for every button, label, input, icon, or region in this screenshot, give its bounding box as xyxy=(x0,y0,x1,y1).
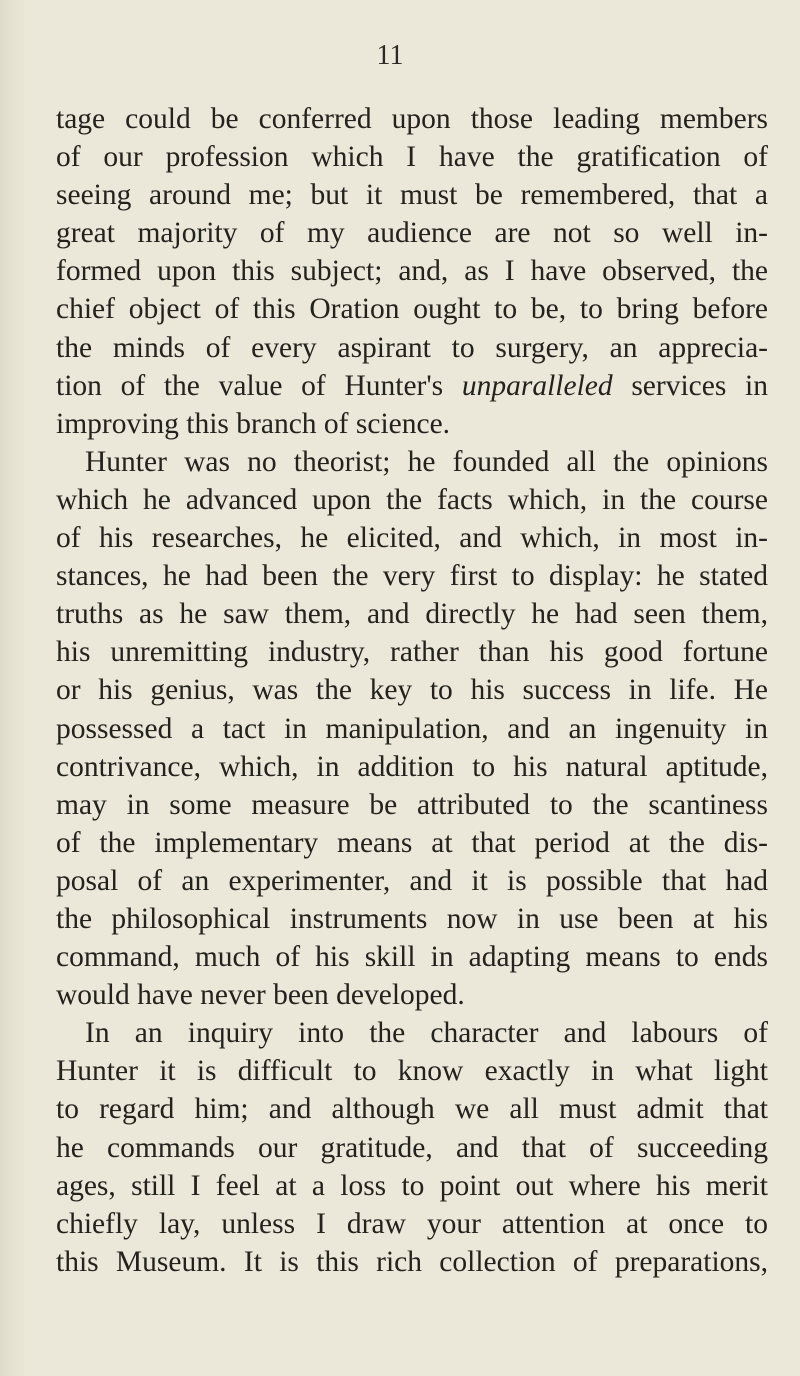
text-line: would have never been developed. xyxy=(56,979,465,1012)
text-line: great majority of my audience are not so well in- xyxy=(56,217,768,250)
text-line: contrivance, which, in addition to his natural aptitude, xyxy=(56,750,768,783)
text-line: posal of an experimenter, and it is possible that had xyxy=(56,864,768,897)
text-line: command, much of his skill in adapting means to ends xyxy=(56,941,768,974)
text-line: of his researches, he elicited, and which, in most in- xyxy=(56,522,768,555)
text-line: ages, still I feel at a loss to point out where his merit xyxy=(56,1169,768,1202)
text-line: truths as he saw them, and directly he had seen them, xyxy=(56,598,768,631)
text-line: chief object of this Oration ought to be, to bring before xyxy=(56,293,768,326)
text-line: of the implementary means at that period at the dis- xyxy=(56,826,768,859)
text-segment: tion of the value of Hunter's xyxy=(56,369,462,402)
page-number: 11 xyxy=(376,40,404,71)
text-line: the minds of every aspirant to surgery, an apprecia- xyxy=(56,331,768,364)
text-line: stances, he had been the very first to display: he stated xyxy=(56,560,768,593)
text-line: formed upon this subject; and, as I have observed, the xyxy=(56,255,768,288)
text-line: seeing around me; but it must be remembered, that a xyxy=(56,179,768,212)
text-line: possessed a tact in manipulation, and an ingenuity in xyxy=(56,712,768,745)
text-line: or his genius, was the key to his success in life. He xyxy=(56,674,768,707)
body-text xyxy=(56,100,768,1281)
text-line: chiefly lay, unless I draw your attention at once to xyxy=(56,1207,768,1240)
page-gutter-shadow xyxy=(0,0,26,1376)
text-line xyxy=(56,367,768,405)
text-line: his unremitting industry, rather than his good fortune xyxy=(56,636,768,669)
text-line: to regard him; and although we all must admit that xyxy=(56,1093,768,1126)
italic-emphasis: unparalleled xyxy=(461,369,613,402)
text-line: the philosophical instruments now in use been at his xyxy=(56,902,768,935)
text-line: improving this branch of science. xyxy=(56,407,451,440)
text-segment: services in xyxy=(612,369,768,402)
text-line: this Museum. It is this rich collection of preparations, xyxy=(56,1245,768,1278)
text-line: Hunter it is difficult to know exactly in what light xyxy=(56,1055,768,1088)
text-line: of our profession which I have the gratification of xyxy=(56,141,768,174)
text-line: In an inquiry into the character and labours of xyxy=(85,1017,768,1050)
text-line: Hunter was no theorist; he founded all the opinions xyxy=(85,445,768,478)
text-line: may in some measure be attributed to the scantiness xyxy=(56,788,768,821)
text-line: which he advanced upon the facts which, in the course xyxy=(56,483,768,516)
text-line: tage could be conferred upon those leading members xyxy=(56,103,768,135)
text-line: he commands our gratitude, and that of succeeding xyxy=(56,1131,768,1164)
